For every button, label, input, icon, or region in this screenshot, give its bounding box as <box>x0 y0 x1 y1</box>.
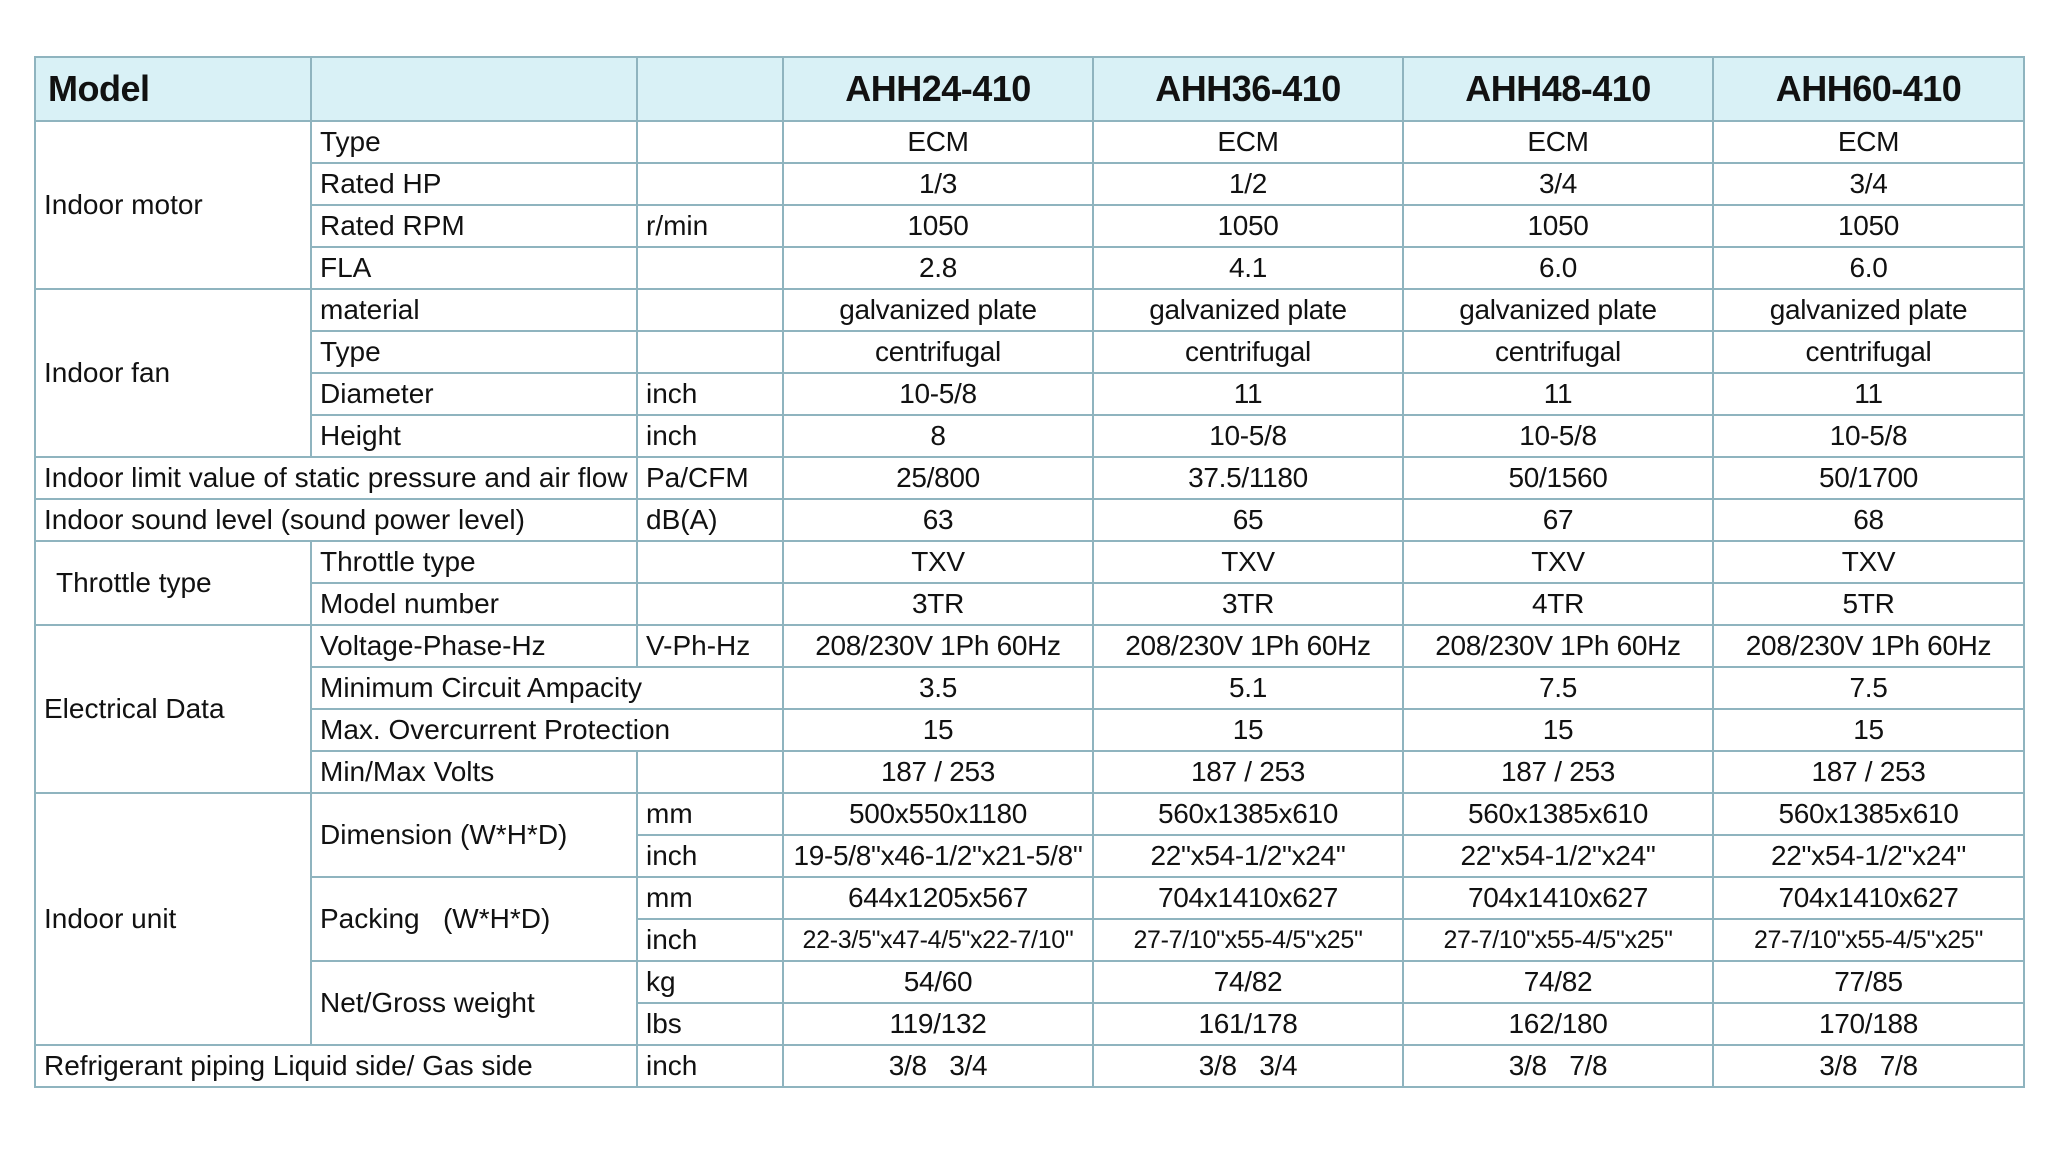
value-cell: 560x1385x610 <box>1713 793 2024 835</box>
attr-label: Rated HP <box>311 163 637 205</box>
unit-label: inch <box>637 415 783 457</box>
value-cell: 22"x54-1/2"x24" <box>1403 835 1713 877</box>
attr-label: Min/Max Volts <box>311 751 637 793</box>
value-cell: 74/82 <box>1403 961 1713 1003</box>
value-cell: 8 <box>783 415 1093 457</box>
unit-label: lbs <box>637 1003 783 1045</box>
unit-label: inch <box>637 373 783 415</box>
value-cell: ECM <box>1713 121 2024 163</box>
unit-label <box>637 289 783 331</box>
value-cell: ECM <box>783 121 1093 163</box>
value-cell: 25/800 <box>783 457 1093 499</box>
value-cell: 11 <box>1713 373 2024 415</box>
value-cell: 208/230V 1Ph 60Hz <box>783 625 1093 667</box>
value-cell: 208/230V 1Ph 60Hz <box>1093 625 1403 667</box>
value-cell: 3/4 <box>1713 163 2024 205</box>
value-cell: 10-5/8 <box>1093 415 1403 457</box>
value-cell: 187 / 253 <box>783 751 1093 793</box>
value-cell: 1050 <box>1093 205 1403 247</box>
value-cell: 50/1700 <box>1713 457 2024 499</box>
value-cell: 65 <box>1093 499 1403 541</box>
value-cell: 3TR <box>783 583 1093 625</box>
value-cell: 68 <box>1713 499 2024 541</box>
value-cell: 37.5/1180 <box>1093 457 1403 499</box>
unit-label: V-Ph-Hz <box>637 625 783 667</box>
value-cell: 5.1 <box>1093 667 1403 709</box>
value-cell: 187 / 253 <box>1403 751 1713 793</box>
model-name: AHH48-410 <box>1403 57 1713 121</box>
table-row <box>35 877 2024 919</box>
value-cell: 15 <box>1093 709 1403 751</box>
value-cell: 119/132 <box>783 1003 1093 1045</box>
value-cell: 3TR <box>1093 583 1403 625</box>
value-cell: 27-7/10"x55-4/5"x25" <box>1403 919 1713 961</box>
value-cell: 704x1410x627 <box>1713 877 2024 919</box>
attr-label: Minimum Circuit Ampacity <box>311 667 783 709</box>
attr-label: Dimension (W*H*D) <box>311 793 637 877</box>
value-cell: 560x1385x610 <box>1093 793 1403 835</box>
attr-label: Net/Gross weight <box>311 961 637 1045</box>
value-cell: galvanized plate <box>1093 289 1403 331</box>
value-cell: 74/82 <box>1093 961 1403 1003</box>
value-cell: 161/178 <box>1093 1003 1403 1045</box>
row-label-static-pressure: Indoor limit value of static pressure and air flow <box>35 457 637 499</box>
value-cell: 208/230V 1Ph 60Hz <box>1403 625 1713 667</box>
table-row <box>35 583 2024 625</box>
unit-label: inch <box>637 1045 783 1087</box>
value-cell: 208/230V 1Ph 60Hz <box>1713 625 2024 667</box>
attr-label: Type <box>311 331 637 373</box>
table-row <box>35 1045 2024 1087</box>
value-cell: 67 <box>1403 499 1713 541</box>
unit-label <box>637 163 783 205</box>
value-cell: 3/8 3/4 <box>783 1045 1093 1087</box>
unit-label <box>637 751 783 793</box>
table-row <box>35 373 2024 415</box>
table-row <box>35 121 2024 163</box>
table-row <box>35 667 2024 709</box>
model-name: AHH24-410 <box>783 57 1093 121</box>
value-cell: 11 <box>1403 373 1713 415</box>
unit-label: dB(A) <box>637 499 783 541</box>
value-cell: 1050 <box>783 205 1093 247</box>
header-row <box>35 57 2024 121</box>
table-row <box>35 205 2024 247</box>
group-throttle: Throttle type <box>35 541 311 625</box>
unit-label: Pa/CFM <box>637 457 783 499</box>
group-electrical: Electrical Data <box>35 625 311 793</box>
value-cell: 77/85 <box>1713 961 2024 1003</box>
value-cell: 15 <box>1403 709 1713 751</box>
value-cell: 187 / 253 <box>1713 751 2024 793</box>
unit-label <box>637 247 783 289</box>
value-cell: 7.5 <box>1403 667 1713 709</box>
value-cell: galvanized plate <box>1403 289 1713 331</box>
value-cell: 3/8 7/8 <box>1403 1045 1713 1087</box>
model-header: Model <box>35 57 311 121</box>
value-cell: 1050 <box>1713 205 2024 247</box>
value-cell: galvanized plate <box>783 289 1093 331</box>
group-indoor-unit: Indoor unit <box>35 793 311 1045</box>
value-cell: 3.5 <box>783 667 1093 709</box>
table-row <box>35 793 2024 835</box>
table-row <box>35 457 2024 499</box>
attr-label: Throttle type <box>311 541 637 583</box>
value-cell: 3/4 <box>1403 163 1713 205</box>
value-cell: ECM <box>1093 121 1403 163</box>
table-row <box>35 961 2024 1003</box>
value-cell: 500x550x1180 <box>783 793 1093 835</box>
value-cell: 15 <box>1713 709 2024 751</box>
value-cell: 187 / 253 <box>1093 751 1403 793</box>
row-label-sound-level: Indoor sound level (sound power level) <box>35 499 637 541</box>
value-cell: 10-5/8 <box>783 373 1093 415</box>
attr-label: Packing (W*H*D) <box>311 877 637 961</box>
unit-label: inch <box>637 919 783 961</box>
value-cell: 15 <box>783 709 1093 751</box>
unit-label <box>637 331 783 373</box>
unit-label <box>637 583 783 625</box>
value-cell: 4TR <box>1403 583 1713 625</box>
value-cell: 1/2 <box>1093 163 1403 205</box>
model-name: AHH60-410 <box>1713 57 2024 121</box>
value-cell: 54/60 <box>783 961 1093 1003</box>
header-blank-2 <box>637 57 783 121</box>
table-row <box>35 331 2024 373</box>
spec-table-wrapper <box>34 56 2023 1088</box>
value-cell: 10-5/8 <box>1713 415 2024 457</box>
value-cell: centrifugal <box>1713 331 2024 373</box>
value-cell: TXV <box>1093 541 1403 583</box>
table-row <box>35 247 2024 289</box>
value-cell: 2.8 <box>783 247 1093 289</box>
table-row <box>35 625 2024 667</box>
table-row <box>35 709 2024 751</box>
table-row <box>35 751 2024 793</box>
attr-label: Rated RPM <box>311 205 637 247</box>
attr-label: FLA <box>311 247 637 289</box>
value-cell: 10-5/8 <box>1403 415 1713 457</box>
attr-label: Model number <box>311 583 637 625</box>
attr-label: Type <box>311 121 637 163</box>
value-cell: 6.0 <box>1713 247 2024 289</box>
value-cell: galvanized plate <box>1713 289 2024 331</box>
unit-label: mm <box>637 793 783 835</box>
unit-label <box>637 541 783 583</box>
value-cell: TXV <box>1403 541 1713 583</box>
value-cell: 6.0 <box>1403 247 1713 289</box>
value-cell: 5TR <box>1713 583 2024 625</box>
value-cell: 704x1410x627 <box>1403 877 1713 919</box>
unit-label: kg <box>637 961 783 1003</box>
attr-label: material <box>311 289 637 331</box>
unit-label: mm <box>637 877 783 919</box>
table-row <box>35 415 2024 457</box>
value-cell: 50/1560 <box>1403 457 1713 499</box>
value-cell: 1050 <box>1403 205 1713 247</box>
value-cell: 3/8 7/8 <box>1713 1045 2024 1087</box>
value-cell: TXV <box>783 541 1093 583</box>
spec-table <box>34 56 2025 1088</box>
value-cell: 22"x54-1/2"x24" <box>1713 835 2024 877</box>
header-blank-1 <box>311 57 637 121</box>
value-cell: centrifugal <box>783 331 1093 373</box>
value-cell: 3/8 3/4 <box>1093 1045 1403 1087</box>
value-cell: 11 <box>1093 373 1403 415</box>
unit-label: r/min <box>637 205 783 247</box>
value-cell: centrifugal <box>1403 331 1713 373</box>
table-row <box>35 499 2024 541</box>
value-cell: 170/188 <box>1713 1003 2024 1045</box>
value-cell: 162/180 <box>1403 1003 1713 1045</box>
table-row <box>35 163 2024 205</box>
attr-label: Max. Overcurrent Protection <box>311 709 783 751</box>
table-row <box>35 541 2024 583</box>
value-cell: centrifugal <box>1093 331 1403 373</box>
group-indoor-motor: Indoor motor <box>35 121 311 289</box>
value-cell: 27-7/10"x55-4/5"x25" <box>1713 919 2024 961</box>
value-cell: 1/3 <box>783 163 1093 205</box>
attr-label: Voltage-Phase-Hz <box>311 625 637 667</box>
value-cell: 704x1410x627 <box>1093 877 1403 919</box>
value-cell: 22"x54-1/2"x24" <box>1093 835 1403 877</box>
value-cell: 644x1205x567 <box>783 877 1093 919</box>
unit-label <box>637 121 783 163</box>
table-row <box>35 289 2024 331</box>
value-cell: 63 <box>783 499 1093 541</box>
row-label-refrigerant-piping: Refrigerant piping Liquid side/ Gas side <box>35 1045 637 1087</box>
value-cell: 19-5/8"x46-1/2"x21-5/8" <box>783 835 1093 877</box>
model-name: AHH36-410 <box>1093 57 1403 121</box>
value-cell: 4.1 <box>1093 247 1403 289</box>
value-cell: 7.5 <box>1713 667 2024 709</box>
value-cell: 27-7/10"x55-4/5"x25" <box>1093 919 1403 961</box>
value-cell: 22-3/5"x47-4/5"x22-7/10" <box>783 919 1093 961</box>
unit-label: inch <box>637 835 783 877</box>
group-indoor-fan: Indoor fan <box>35 289 311 457</box>
attr-label: Diameter <box>311 373 637 415</box>
value-cell: TXV <box>1713 541 2024 583</box>
value-cell: ECM <box>1403 121 1713 163</box>
attr-label: Height <box>311 415 637 457</box>
value-cell: 560x1385x610 <box>1403 793 1713 835</box>
